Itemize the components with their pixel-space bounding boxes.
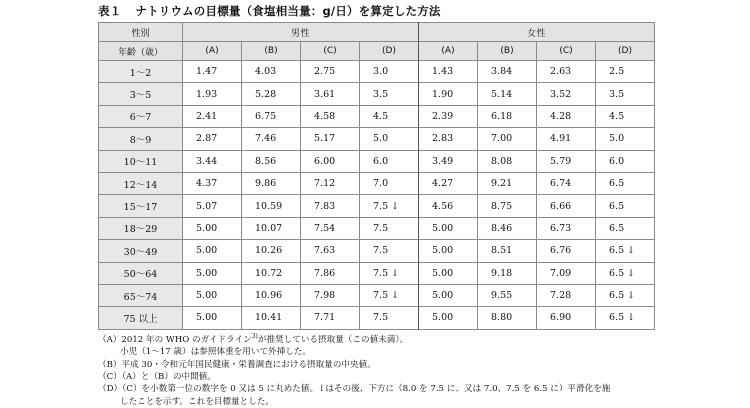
female-c-cell: 5.79 [537, 150, 596, 172]
note-text: 2012 年の WHO のガイドライン [121, 334, 252, 345]
header-col-female-a: (A) [419, 42, 478, 61]
female-a-cell: 4.56 [419, 195, 478, 217]
header-col-male-c: (C) [301, 42, 360, 61]
table-row [99, 61, 655, 83]
age-cell: 3〜5 [99, 83, 183, 105]
table-notes [98, 334, 654, 408]
male-d-cell: 4.5 [360, 105, 419, 127]
female-a-cell: 5.00 [419, 240, 478, 262]
male-d-cell: 7.5 [360, 240, 419, 262]
note-b [98, 359, 654, 371]
male-c-cell: 7.63 [301, 240, 360, 262]
male-d-cell: 3.0 [360, 61, 419, 83]
female-c-cell: 3.52 [537, 83, 596, 105]
male-d-cell: 6.0 [360, 150, 419, 172]
male-d-cell: 5.0 [360, 128, 419, 150]
male-d-cell: 7.5 [360, 307, 419, 329]
male-b-cell: 8.56 [242, 150, 301, 172]
male-c-cell: 5.17 [301, 128, 360, 150]
male-d-cell: 7.0 [360, 172, 419, 194]
male-a-cell: 2.87 [183, 128, 242, 150]
female-a-cell: 2.83 [419, 128, 478, 150]
male-b-cell: 7.46 [242, 128, 301, 150]
male-b-cell: 5.28 [242, 83, 301, 105]
male-d-cell: 7.5 ↓ [360, 284, 419, 306]
note-a [98, 334, 654, 346]
header-col-female-b: (B) [478, 42, 537, 61]
header-sex-label: 性別 [99, 23, 183, 42]
male-a-cell: 5.00 [183, 284, 242, 306]
header-male: 男性 [183, 23, 419, 42]
female-b-cell: 6.18 [478, 105, 537, 127]
male-c-cell: 3.61 [301, 83, 360, 105]
age-cell: 12〜14 [99, 172, 183, 194]
male-b-cell: 10.07 [242, 217, 301, 239]
male-a-cell: 5.00 [183, 262, 242, 284]
male-c-cell: 7.12 [301, 172, 360, 194]
note-c [98, 371, 654, 383]
age-cell: 15〜17 [99, 195, 183, 217]
female-d-cell: 6.5 ↓ [596, 240, 655, 262]
age-cell: 10〜11 [99, 150, 183, 172]
age-cell: 30〜49 [99, 240, 183, 262]
female-d-cell: 4.5 [596, 105, 655, 127]
female-a-cell: 1.43 [419, 61, 478, 83]
note-a-continuation: 小児（1〜17 歳）は参照体重を用いて外挿した。 [120, 347, 312, 358]
note-text: （C）を小数第一位の数字を 0 又は 5 に丸めた値。↓はその後、下方に（8.0 を 7.5 に、又は 7.0、7.5 を 6.5 に）平滑化を施 [122, 384, 611, 395]
female-d-cell: 6.5 [596, 172, 655, 194]
note-marker: （C） [98, 371, 122, 382]
header-col-female-d: (D) [596, 42, 655, 61]
sodium-target-table [98, 22, 655, 330]
table-row [99, 150, 655, 172]
male-c-cell: 7.86 [301, 262, 360, 284]
male-a-cell: 3.44 [183, 150, 242, 172]
female-b-cell: 9.55 [478, 284, 537, 306]
male-a-cell: 4.37 [183, 172, 242, 194]
table-row [99, 307, 655, 329]
female-d-cell: 6.5 ↓ [596, 284, 655, 306]
header-age-label: 年齢（歳） [99, 42, 183, 61]
male-c-cell: 6.00 [301, 150, 360, 172]
female-a-cell: 4.27 [419, 172, 478, 194]
table-row [99, 128, 655, 150]
male-b-cell: 10.72 [242, 262, 301, 284]
male-b-cell: 9.86 [242, 172, 301, 194]
female-d-cell: 6.0 [596, 150, 655, 172]
table-row [99, 195, 655, 217]
female-d-cell: 2.5 [596, 61, 655, 83]
male-a-cell: 2.41 [183, 105, 242, 127]
female-d-cell: 6.5 [596, 217, 655, 239]
note-marker: （D） [98, 384, 123, 395]
male-c-cell: 7.71 [301, 307, 360, 329]
header-row-columns [99, 42, 655, 61]
table-row [99, 262, 655, 284]
male-c-cell: 4.58 [301, 105, 360, 127]
age-cell: 50〜64 [99, 262, 183, 284]
female-d-cell: 5.0 [596, 128, 655, 150]
female-b-cell: 8.08 [478, 150, 537, 172]
male-a-cell: 5.00 [183, 307, 242, 329]
female-b-cell: 8.80 [478, 307, 537, 329]
header-col-female-c: (C) [537, 42, 596, 61]
female-a-cell: 5.00 [419, 262, 478, 284]
male-b-cell: 6.75 [242, 105, 301, 127]
male-a-cell: 5.00 [183, 217, 242, 239]
header-col-male-b: (B) [242, 42, 301, 61]
age-cell: 65〜74 [99, 284, 183, 306]
age-cell: 8〜9 [99, 128, 183, 150]
note-reference: 3) [251, 332, 258, 340]
female-c-cell: 4.91 [537, 128, 596, 150]
female-d-cell: 6.5 ↓ [596, 262, 655, 284]
female-c-cell: 6.66 [537, 195, 596, 217]
age-cell: 18〜29 [99, 217, 183, 239]
age-cell: 1〜2 [99, 61, 183, 83]
female-b-cell: 7.00 [478, 128, 537, 150]
table-row [99, 240, 655, 262]
header-female: 女性 [419, 23, 655, 42]
age-cell: 75 以上 [99, 307, 183, 329]
female-b-cell: 9.21 [478, 172, 537, 194]
note-d [98, 383, 654, 395]
male-b-cell: 10.96 [242, 284, 301, 306]
table-row [99, 284, 655, 306]
male-a-cell: 5.00 [183, 240, 242, 262]
female-b-cell: 5.14 [478, 83, 537, 105]
female-c-cell: 2.63 [537, 61, 596, 83]
male-a-cell: 1.93 [183, 83, 242, 105]
female-b-cell: 3.84 [478, 61, 537, 83]
male-d-cell: 3.5 [360, 83, 419, 105]
table-caption [98, 2, 654, 22]
female-b-cell: 9.18 [478, 262, 537, 284]
female-a-cell: 5.00 [419, 284, 478, 306]
header-row-sex [99, 23, 655, 42]
female-b-cell: 8.75 [478, 195, 537, 217]
female-d-cell: 6.5 ↓ [596, 307, 655, 329]
male-a-cell: 5.07 [183, 195, 242, 217]
male-c-cell: 7.98 [301, 284, 360, 306]
male-d-cell: 7.5 [360, 217, 419, 239]
table-row [99, 217, 655, 239]
male-d-cell: 7.5 ↓ [360, 262, 419, 284]
female-c-cell: 6.74 [537, 172, 596, 194]
age-cell: 6〜7 [99, 105, 183, 127]
header-col-male-d: (D) [360, 42, 419, 61]
female-a-cell: 5.00 [419, 307, 478, 329]
table-row [99, 105, 655, 127]
male-b-cell: 4.03 [242, 61, 301, 83]
note-marker: （B） [98, 359, 122, 370]
female-c-cell: 6.73 [537, 217, 596, 239]
female-b-cell: 8.51 [478, 240, 537, 262]
female-c-cell: 7.09 [537, 262, 596, 284]
document-page [98, 2, 654, 408]
female-c-cell: 6.90 [537, 307, 596, 329]
note-d-continuation: したことを示す。これを目標量とした。 [120, 396, 275, 407]
female-c-cell: 4.28 [537, 105, 596, 127]
table-row [99, 172, 655, 194]
male-c-cell: 7.83 [301, 195, 360, 217]
female-c-cell: 7.28 [537, 284, 596, 306]
male-b-cell: 10.26 [242, 240, 301, 262]
male-b-cell: 10.41 [242, 307, 301, 329]
note-text-tail: が推奨している摂取量（この値未満）。 [257, 334, 409, 345]
female-a-cell: 2.39 [419, 105, 478, 127]
caption-number: 表１ [98, 4, 122, 18]
female-d-cell: 6.5 [596, 195, 655, 217]
male-c-cell: 7.54 [301, 217, 360, 239]
female-b-cell: 8.46 [478, 217, 537, 239]
male-c-cell: 2.75 [301, 61, 360, 83]
table-row [99, 83, 655, 105]
male-d-cell: 7.5 ↓ [360, 195, 419, 217]
female-a-cell: 3.49 [419, 150, 478, 172]
female-c-cell: 6.76 [537, 240, 596, 262]
female-d-cell: 3.5 [596, 83, 655, 105]
female-a-cell: 5.00 [419, 217, 478, 239]
note-text: 平成 30・令和元年国民健康・栄養調査における摂取量の中央値。 [121, 359, 376, 370]
male-b-cell: 10.59 [242, 195, 301, 217]
header-col-male-a: (A) [183, 42, 242, 61]
male-a-cell: 1.47 [183, 61, 242, 83]
note-marker: （A） [98, 334, 122, 345]
female-a-cell: 1.90 [419, 83, 478, 105]
caption-title: ナトリウムの目標量（食塩相当量：g/日）を算定した方法 [135, 4, 441, 18]
note-text: （A）と（B）の中間値。 [121, 371, 216, 382]
